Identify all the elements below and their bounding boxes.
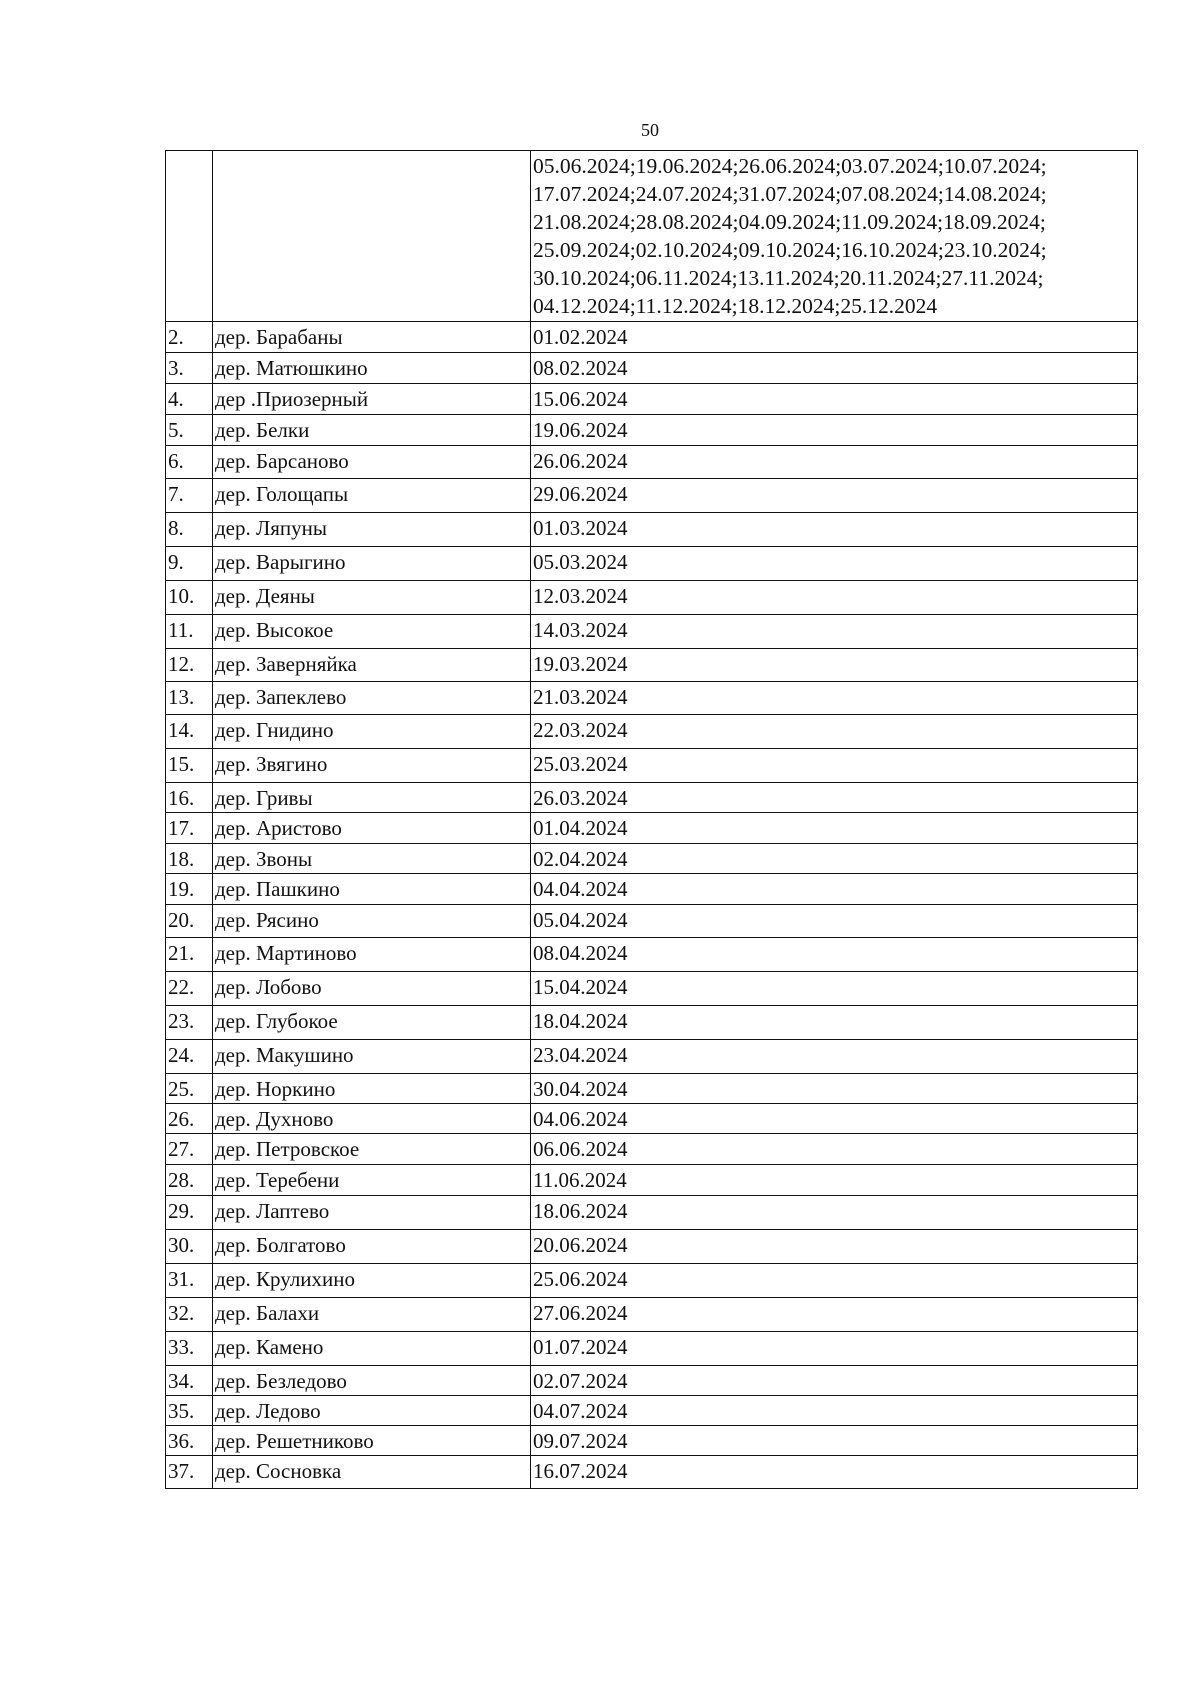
settlement-name-cell: дер. Балахи (213, 1297, 531, 1331)
row-number-cell: 7. (166, 479, 213, 513)
table-row (166, 971, 1138, 1005)
date-cell: 11.06.2024 (531, 1164, 1138, 1195)
row-number-cell: 32. (166, 1297, 213, 1331)
settlement-name-cell: дер. Теребени (213, 1164, 531, 1195)
dates-cell (531, 151, 1138, 322)
settlement-name-cell: дер. Аристово (213, 813, 531, 843)
table-row (166, 749, 1138, 783)
table-row (166, 843, 1138, 873)
row-number-cell: 10. (166, 581, 213, 615)
table-row (166, 479, 1138, 513)
row-number-cell: 20. (166, 904, 213, 937)
settlement-name-cell: дер. Мартиново (213, 937, 531, 971)
row-number-cell: 37. (166, 1456, 213, 1489)
row-number-cell: 36. (166, 1426, 213, 1456)
table-row (166, 1331, 1138, 1365)
table-row (166, 415, 1138, 446)
table-row (166, 783, 1138, 813)
settlement-name-cell: дер. Камено (213, 1331, 531, 1365)
table-row (166, 513, 1138, 547)
settlement-name-cell: дер. Белки (213, 415, 531, 446)
date-cell: 01.07.2024 (531, 1331, 1138, 1365)
table-row (166, 1195, 1138, 1229)
date-cell: 20.06.2024 (531, 1229, 1138, 1263)
date-cell: 04.04.2024 (531, 873, 1138, 904)
date-cell: 29.06.2024 (531, 479, 1138, 513)
table-row (166, 151, 1138, 322)
settlement-name-cell: дер. Лаптево (213, 1195, 531, 1229)
date-cell: 14.03.2024 (531, 615, 1138, 649)
date-cell: 19.03.2024 (531, 649, 1138, 682)
row-number-cell: 12. (166, 649, 213, 682)
row-number-cell: 23. (166, 1005, 213, 1039)
settlement-name-cell: дер. Звоны (213, 843, 531, 873)
settlement-name-cell: дер. Пашкино (213, 873, 531, 904)
date-line: 30.10.2024;06.11.2024;13.11.2024;20.11.2024;27.11.2024; (533, 266, 1044, 290)
row-number-cell: 26. (166, 1104, 213, 1134)
table-row (166, 446, 1138, 479)
row-number-cell: 8. (166, 513, 213, 547)
row-number-cell: 28. (166, 1164, 213, 1195)
row-number-cell: 14. (166, 715, 213, 749)
settlement-name-cell: дер. Запеклево (213, 682, 531, 715)
date-cell: 25.03.2024 (531, 749, 1138, 783)
table-row (166, 1005, 1138, 1039)
date-cell: 05.03.2024 (531, 547, 1138, 581)
row-number-cell: 30. (166, 1229, 213, 1263)
table-row (166, 937, 1138, 971)
settlement-name-cell: дер. Глубокое (213, 1005, 531, 1039)
date-cell: 18.06.2024 (531, 1195, 1138, 1229)
date-cell: 08.04.2024 (531, 937, 1138, 971)
date-cell: 27.06.2024 (531, 1297, 1138, 1331)
row-number-cell: 19. (166, 873, 213, 904)
row-number-cell: 5. (166, 415, 213, 446)
row-number-cell: 33. (166, 1331, 213, 1365)
row-number-cell: 35. (166, 1395, 213, 1425)
table-row (166, 1456, 1138, 1489)
settlement-name-cell: дер. Макушино (213, 1039, 531, 1073)
settlement-name-cell: дер. Сосновка (213, 1456, 531, 1489)
date-cell: 19.06.2024 (531, 415, 1138, 446)
settlement-name-cell: дер. Лобово (213, 971, 531, 1005)
table-row (166, 1426, 1138, 1456)
row-number-cell: 34. (166, 1365, 213, 1395)
table-row (166, 1229, 1138, 1263)
row-number-cell: 6. (166, 446, 213, 479)
row-number-cell: 24. (166, 1039, 213, 1073)
settlement-name-cell: дер. Барабаны (213, 322, 531, 353)
table-row (166, 1263, 1138, 1297)
schedule-table (165, 150, 1138, 1489)
table-row (166, 1134, 1138, 1164)
settlement-name-cell: дер. Гривы (213, 783, 531, 813)
settlement-name-cell: дер. Духново (213, 1104, 531, 1134)
settlement-name-cell: дер. Барсаново (213, 446, 531, 479)
row-number-cell: 11. (166, 615, 213, 649)
settlement-name-cell: дер .Приозерный (213, 384, 531, 415)
settlement-name-cell: дер. Ледово (213, 1395, 531, 1425)
date-cell: 26.03.2024 (531, 783, 1138, 813)
table-row (166, 649, 1138, 682)
date-cell: 09.07.2024 (531, 1426, 1138, 1456)
settlement-name-cell: дер. Голощапы (213, 479, 531, 513)
date-cell: 01.03.2024 (531, 513, 1138, 547)
date-line: 17.07.2024;24.07.2024;31.07.2024;07.08.2024;14.08.2024; (533, 182, 1047, 206)
date-cell: 05.04.2024 (531, 904, 1138, 937)
settlement-name-cell (213, 151, 531, 322)
date-cell: 16.07.2024 (531, 1456, 1138, 1489)
settlement-name-cell: дер. Заверняйка (213, 649, 531, 682)
date-line: 21.08.2024;28.08.2024;04.09.2024;11.09.2024;18.09.2024; (533, 210, 1046, 234)
table-row (166, 353, 1138, 384)
row-number-cell: 4. (166, 384, 213, 415)
date-cell: 15.06.2024 (531, 384, 1138, 415)
row-number-cell: 22. (166, 971, 213, 1005)
table-row (166, 1073, 1138, 1103)
date-line: 05.06.2024;19.06.2024;26.06.2024;03.07.2024;10.07.2024; (533, 154, 1047, 178)
table-row (166, 581, 1138, 615)
date-cell: 02.07.2024 (531, 1365, 1138, 1395)
row-number-cell (166, 151, 213, 322)
table-row (166, 1395, 1138, 1425)
date-cell: 08.02.2024 (531, 353, 1138, 384)
table-row (166, 682, 1138, 715)
date-cell: 01.04.2024 (531, 813, 1138, 843)
table-row (166, 1297, 1138, 1331)
page-number: 50 (641, 120, 659, 140)
date-cell: 25.06.2024 (531, 1263, 1138, 1297)
table-row (166, 1039, 1138, 1073)
row-number-cell: 27. (166, 1134, 213, 1164)
settlement-name-cell: дер. Болгатово (213, 1229, 531, 1263)
date-cell: 26.06.2024 (531, 446, 1138, 479)
row-number-cell: 15. (166, 749, 213, 783)
date-cell: 18.04.2024 (531, 1005, 1138, 1039)
table-row (166, 873, 1138, 904)
schedule-table-body (166, 151, 1138, 1489)
row-number-cell: 18. (166, 843, 213, 873)
settlement-name-cell: дер. Деяны (213, 581, 531, 615)
table-row (166, 1365, 1138, 1395)
settlement-name-cell: дер. Матюшкино (213, 353, 531, 384)
date-cell: 04.06.2024 (531, 1104, 1138, 1134)
row-number-cell: 3. (166, 353, 213, 384)
table-row (166, 715, 1138, 749)
settlement-name-cell: дер. Высокое (213, 615, 531, 649)
row-number-cell: 16. (166, 783, 213, 813)
settlement-name-cell: дер. Варыгино (213, 547, 531, 581)
row-number-cell: 17. (166, 813, 213, 843)
table-row (166, 813, 1138, 843)
row-number-cell: 31. (166, 1263, 213, 1297)
settlement-name-cell: дер. Решетниково (213, 1426, 531, 1456)
row-number-cell: 21. (166, 937, 213, 971)
date-cell: 06.06.2024 (531, 1134, 1138, 1164)
date-cell: 22.03.2024 (531, 715, 1138, 749)
date-cell: 12.03.2024 (531, 581, 1138, 615)
table-row (166, 322, 1138, 353)
settlement-name-cell: дер. Звягино (213, 749, 531, 783)
row-number-cell: 13. (166, 682, 213, 715)
row-number-cell: 29. (166, 1195, 213, 1229)
row-number-cell: 2. (166, 322, 213, 353)
date-cell: 04.07.2024 (531, 1395, 1138, 1425)
settlement-name-cell: дер. Норкино (213, 1073, 531, 1103)
settlement-name-cell: дер. Крулихино (213, 1263, 531, 1297)
settlement-name-cell: дер. Ляпуны (213, 513, 531, 547)
settlement-name-cell: дер. Гнидино (213, 715, 531, 749)
settlement-name-cell: дер. Петровское (213, 1134, 531, 1164)
table-row (166, 547, 1138, 581)
settlement-name-cell: дер. Рясино (213, 904, 531, 937)
table-row (166, 615, 1138, 649)
table-row (166, 1164, 1138, 1195)
date-cell: 01.02.2024 (531, 322, 1138, 353)
table-row (166, 904, 1138, 937)
date-cell: 15.04.2024 (531, 971, 1138, 1005)
row-number-cell: 25. (166, 1073, 213, 1103)
date-line: 04.12.2024;11.12.2024;18.12.2024;25.12.2024 (533, 294, 938, 318)
date-cell: 30.04.2024 (531, 1073, 1138, 1103)
date-cell: 23.04.2024 (531, 1039, 1138, 1073)
table-row (166, 384, 1138, 415)
date-cell: 02.04.2024 (531, 843, 1138, 873)
row-number-cell: 9. (166, 547, 213, 581)
table-row (166, 1104, 1138, 1134)
date-line: 25.09.2024;02.10.2024;09.10.2024;16.10.2024;23.10.2024; (533, 238, 1047, 262)
date-cell: 21.03.2024 (531, 682, 1138, 715)
settlement-name-cell: дер. Безледово (213, 1365, 531, 1395)
